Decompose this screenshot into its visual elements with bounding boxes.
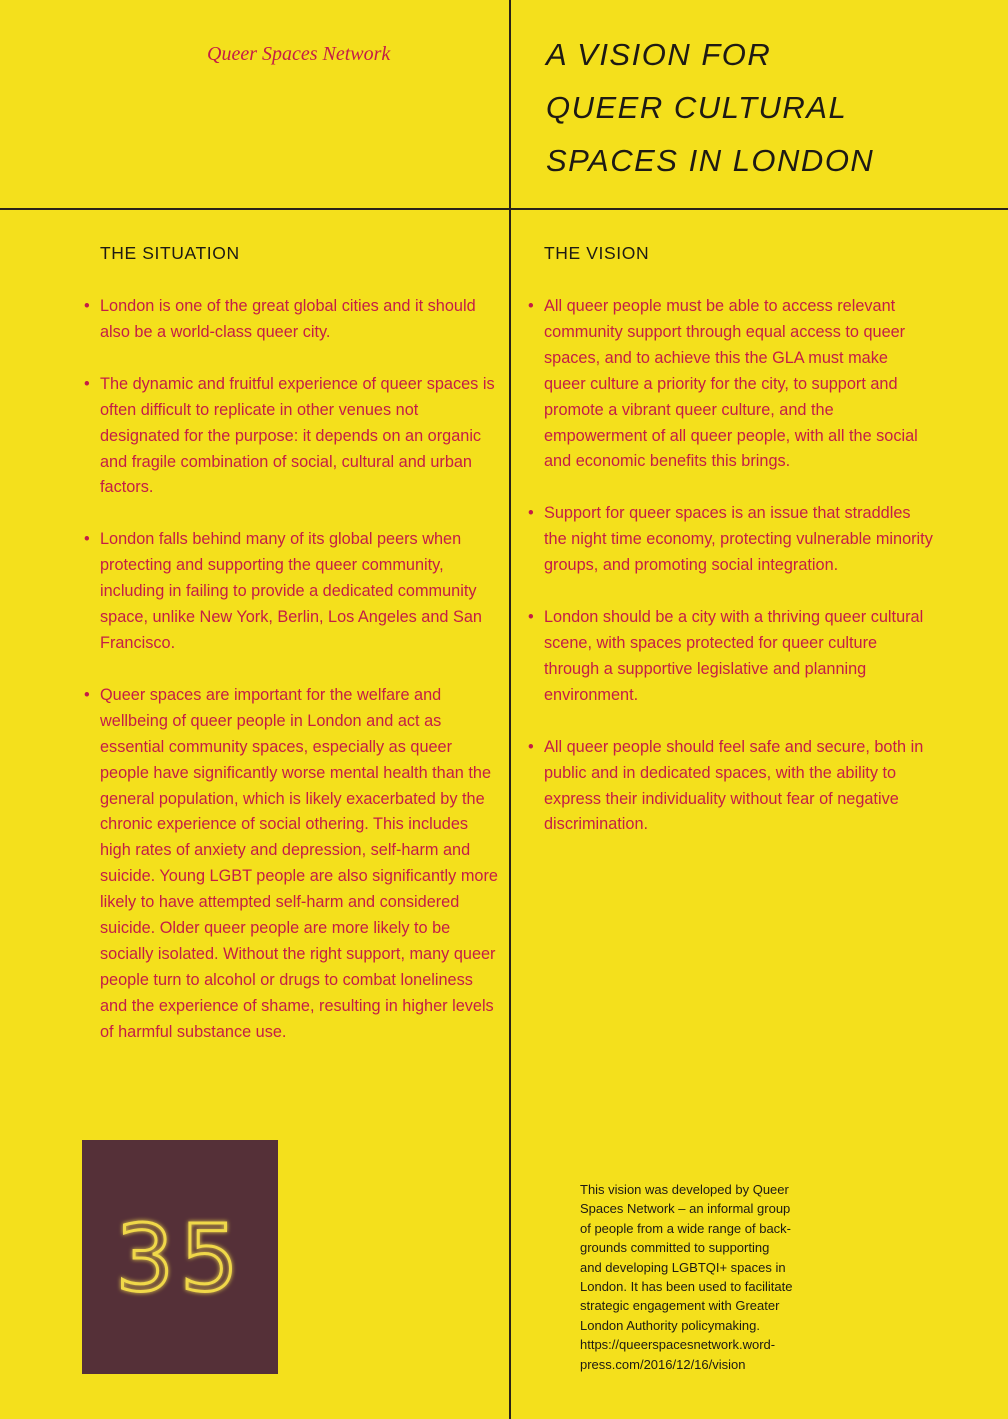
credit-line: grounds committed to supporting [580,1240,770,1256]
credit-line: Spaces Network – an informal group [580,1201,791,1217]
vision-bullet: • All queer people should feel safe and secure, both in public and in dedicated spaces, with the ability to express their individuality without fear of negative discrimination. [544,735,934,839]
network-name: Queer Spaces Network [207,43,391,65]
credit-line: This vision was developed by Queer [580,1182,789,1197]
credit-line: London Authority policymaking. [580,1317,760,1333]
title-line: SPACES IN LONDON [546,143,875,178]
credit-line: and developing LGBTQI+ spaces in [580,1259,786,1275]
credit-url: https://queerspacesnetwork.word- [580,1337,776,1353]
credit-url: press.com/2016/12/16/vision [580,1356,746,1372]
neon-number-graphic [82,1140,278,1374]
situation-bullet: • Queer spaces are important for the welfare and wellbeing of queer people in London and act as essential community spaces, especially as queer people have significantly worse mental health than the general population, which is likely exacerbated by the chronic experience of social othering. This includes high rates of anxiety and depression, self-harm and suicide. Young LGBT people are also significantly more likely to have attempted self-harm and considered suicide. Older queer people are more likely to be socially isolated. Without the right support, many queer people turn to alcohol or drugs to combat loneliness and the experience of shame, resulting in higher levels of harmful substance use. [100,683,500,1046]
vision-bullet: • All queer people must be able to access relevant community support through equal access to queer spaces, and to achieve this the GLA must make queer culture a priority for the city, to support and promote a vibrant queer culture, and the empowerment of all queer people, with all the social and economic benefits this brings. [544,294,934,475]
column-divider [509,0,511,1419]
vision-bullet: • London should be a city with a thriving queer cultural scene, with spaces protected for queer culture through a supportive legislative and planning environment. [544,605,934,709]
situation-heading: THE SITUATION [100,243,240,263]
title-line: A VISION FOR [546,37,772,72]
credit-line: of people from a wide range of back- [580,1220,792,1236]
situation-bullet: • London is one of the great global cities and it should also be a world-class queer city. [100,294,500,346]
credit-line: strategic engagement with Greater [580,1298,780,1314]
vision-heading: THE VISION [544,243,650,263]
vision-list [544,294,934,864]
situation-bullet: • London falls behind many of its global peers when protecting and supporting the queer community, including in failing to provide a dedicated community space, unlike New York, Berlin, Los Angeles and San Francisco. [100,527,500,657]
situation-list [100,294,500,1046]
situation-bullet: • The dynamic and fruitful experience of queer spaces is often difficult to replicate in other venues not designated for the purpose: it depends on an organic and fragile combination of social, cultural and urban factors. [100,372,500,502]
vision-bullet: • Support for queer spaces is an issue that straddles the night time economy, protecting vulnerable minority groups, and promoting social integration. [544,501,934,579]
page-number: 35 [115,1205,245,1312]
credit-note [580,1180,840,1374]
header-divider [0,208,1008,210]
credit-line: London. It has been used to facilitate [580,1279,793,1295]
page-title [546,28,874,187]
title-line: QUEER CULTURAL [546,90,848,125]
neon-number-sign-icon [82,1140,278,1374]
